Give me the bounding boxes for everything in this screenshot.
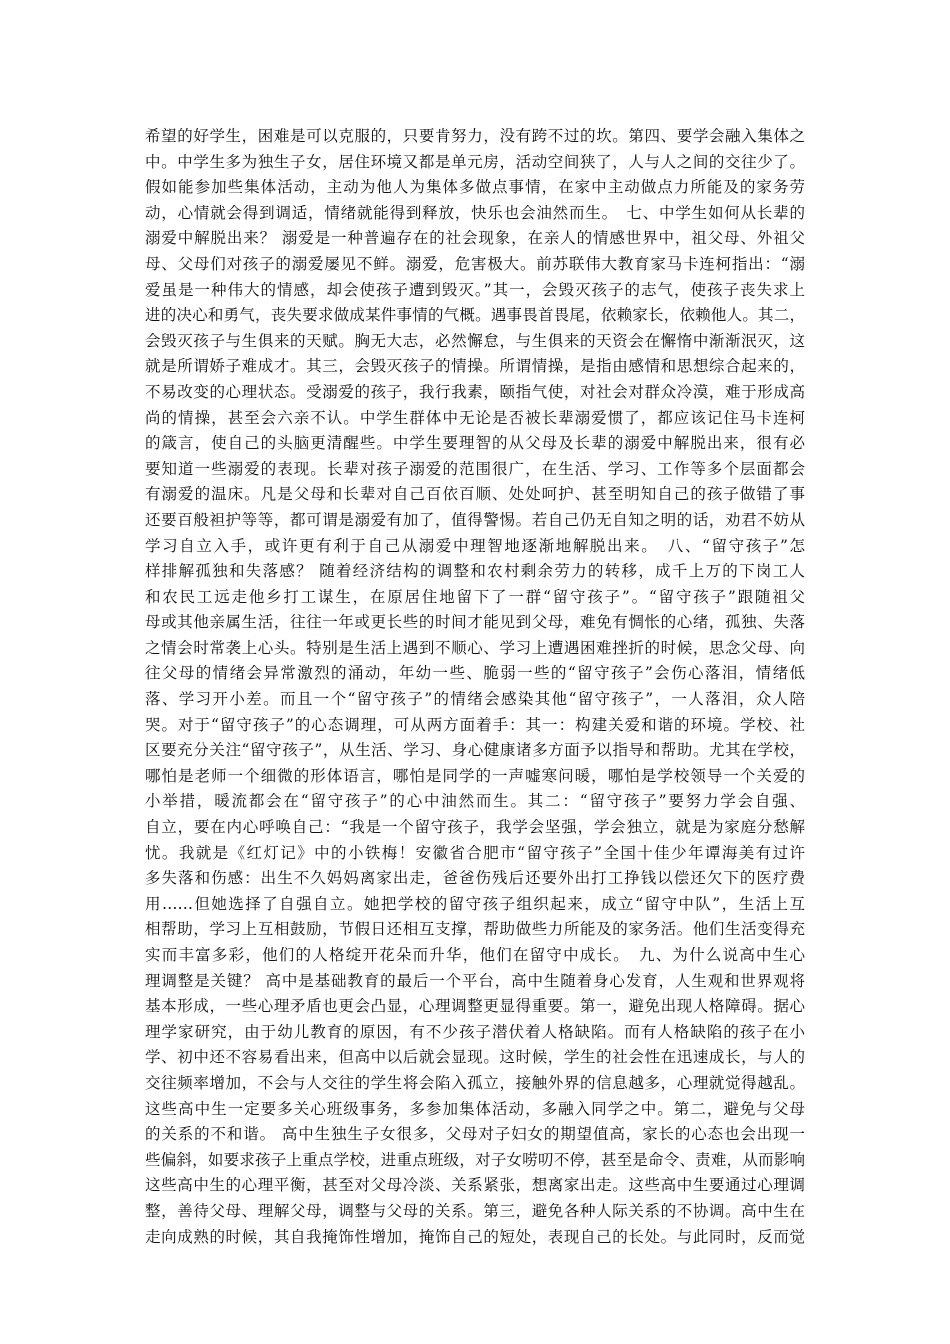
text-line: 动，心情就会得到调适，情绪就能得到释放，快乐也会油然而生。 七、中学生如何从长辈的 bbox=[145, 203, 805, 222]
text-line: 的箴言，使自己的头脑更清醒些。中学生要理智的从父母及长辈的溺爱中解脱出来，很有必 bbox=[145, 434, 805, 453]
text-line: 会毁灭孩子与生俱来的天赋。胸无大志，必然懈怠，与生俱来的天资会在懈惰中渐渐泯灭，这 bbox=[145, 331, 805, 350]
text-line: 走向成熟的时候，其自我掩饰性增加，掩饰自己的短处，表现自己的长处。与此同时，反而觉 bbox=[145, 1227, 805, 1246]
text-line: 中。中学生多为独生子女，居住环境又都是单元房，活动空间狭了，人与人之间的交往少了。 bbox=[145, 152, 805, 171]
text-line: 实而丰富多彩，他们的人格绽开花朵而升华，他们在留守中成长。 九、为什么说高中生心 bbox=[145, 946, 805, 964]
text-line: 和农民工远走他乡打工谋生，在原居住地留下了一群“留守孩子”。“留守孩子”跟随祖父 bbox=[145, 587, 805, 606]
text-line: 样排解孤独和失落感？ 随着经济结构的调整和农村剩余劳力的转移，成千上万的下岗工人 bbox=[145, 562, 805, 581]
text-line: 这些高中生一定要多关心班级事务，多参加集体活动，多融入同学之中。第二，避免与父母 bbox=[145, 1099, 805, 1118]
text-line: 交往频率增加，不会与人交往的学生将会陷入孤立，接触外界的信息越多，心理就觉得越乱。 bbox=[145, 1073, 805, 1092]
text-line: 溺爱中解脱出来？ 溺爱是一种普遍存在的社会现象，在亲人的情感世界中，祖父母、外祖父 bbox=[145, 229, 805, 248]
text-line: 哪怕是老师一个细微的形体语言，哪怕是同学的一声嘘寒问暖，哪怕是学校领导一个关爱的 bbox=[145, 766, 805, 785]
text-line: 学、初中还不容易看出来，但高中以后就会显现。这时候，学生的社会性在迅速成长，与人的 bbox=[145, 1048, 805, 1067]
text-line: 理调整是关键？ 高中是基础教育的最后一个平台，高中生随着身心发育，人生观和世界观将 bbox=[145, 971, 805, 990]
body-text bbox=[145, 124, 805, 1250]
text-line: 母或其他亲属生活，往往一年或更长些的时间才能见到父母，难免有惆怅的心绪，孤独、失落 bbox=[145, 613, 805, 632]
text-line: 小举措，暖流都会在“留守孩子”的心中油然而生。其二：“留守孩子”要努力学会自强、 bbox=[145, 792, 805, 811]
text-line: 基本形成，一些心理矛盾也更会凸显，心理调整更显得重要。第一，避免出现人格障碍。据心 bbox=[145, 997, 805, 1016]
text-line: 学习自立入手，或许更有利于自己从溺爱中理智地逐渐地解脱出来。 八、“留守孩子”怎 bbox=[145, 536, 805, 555]
text-line: 些偏斜，如要求孩子上重点学校，进重点班级，对子女唠叨不停，甚至是命令、责难，从而影响 bbox=[145, 1150, 805, 1169]
text-line: 忧。我就是《红灯记》中的小铁梅！安徽省合肥市“留守孩子”全国十佳少年谭海美有过许 bbox=[145, 843, 805, 862]
text-line: 爱虽是一种伟大的情感，却会使孩子遭到毁灭。”其一，会毁灭孩子的志气，使孩子丧失求上 bbox=[145, 280, 805, 299]
text-line: 哭。对于“留守孩子”的心态调理，可从两方面着手：其一：构建关爱和谐的环境。学校、社 bbox=[145, 715, 805, 734]
text-line: 希望的好学生，困难是可以克服的，只要肯努力，没有跨不过的坎。第四、要学会融入集体之 bbox=[145, 127, 805, 145]
text-line: 落、学习开小差。而且一个“留守孩子”的情绪会感染其他“留守孩子”，一人落泪，众人陪 bbox=[145, 690, 805, 709]
text-line: 往父母的情绪会异常激烈的涌动，年幼一些、脆弱一些的“留守孩子”会伤心落泪，情绪低 bbox=[145, 664, 805, 683]
text-line: 区要充分关注“留守孩子”，从生活、学习、身心健康诸多方面予以指导和帮助。尤其在学校， bbox=[145, 741, 805, 760]
text-line: 假如能参加些集体活动，主动为他人为集体多做点事情，在家中主动做点力所能及的家务劳 bbox=[145, 178, 805, 197]
text-line: 多失落和伤感：出生不久妈妈离家出走，爸爸伤残后还要外出打工挣钱以偿还欠下的医疗费 bbox=[145, 869, 805, 888]
text-line: 不易改变的心理状态。受溺爱的孩子，我行我素，颐指气使，对社会对群众冷漠，难于形成高 bbox=[145, 382, 805, 401]
text-line: 就是所谓娇子难成才。其三，会毁灭孩子的情操。所谓情操，是指由感情和思想综合起来的， bbox=[145, 357, 805, 376]
text-line: 母、父母们对孩子的溺爱屡见不鲜。溺爱，危害极大。前苏联伟大教育家马卡连柯指出：“溺 bbox=[145, 254, 805, 273]
text-line: 相帮助，学习上互相鼓励，节假日还相互支撑，帮助做些力所能及的家务活。他们生活变得充 bbox=[145, 920, 805, 939]
text-line: 整，善待父母、理解父母，调整与父母的关系。第三，避免各种人际关系的不协调。高中生在 bbox=[145, 1201, 805, 1220]
text-line: 理学家研究，由于幼儿教育的原因，有不少孩子潜伏着人格缺陷。而有人格缺陷的孩子在小 bbox=[145, 1022, 805, 1041]
text-line: 用……但她选择了自强自立。她把学校的留守孩子组织起来，成立“留守中队”，生活上互 bbox=[145, 894, 805, 913]
text-line: 之情会时常袭上心头。特别是生活上遇到不顺心、学习上遭遇困难挫折的时候，思念父母、向 bbox=[145, 638, 805, 657]
text-line: 的关系的不和谐。 高中生独生子女很多，父母对子妇女的期望值高，家长的心态也会出现一 bbox=[145, 1125, 805, 1144]
text-line: 进的决心和勇气，丧失要求做成某件事情的气概。遇事畏首畏尾，依赖家长，依赖他人。其二， bbox=[145, 306, 805, 325]
text-line: 尚的情操，甚至会六亲不认。中学生群体中无论是否被长辈溺爱惯了，都应该记住马卡连柯 bbox=[145, 408, 805, 427]
text-line: 还要百般袒护等等，都可谓是溺爱有加了，值得警惕。若自己仍无自知之明的话，劝君不妨从 bbox=[145, 510, 805, 529]
text-line: 这些高中生的心理平衡，甚至对父母冷淡、关系紧张，想离家出走。这些高中生要通过心理调 bbox=[145, 1176, 805, 1195]
text-line: 有溺爱的温床。凡是父母和长辈对自己百依百顺、处处呵护、甚至明知自己的孩子做错了事 bbox=[145, 485, 805, 504]
text-line: 要知道一些溺爱的表现。长辈对孩子溺爱的范围很广，在生活、学习、工作等多个层面都会 bbox=[145, 459, 805, 478]
text-line: 自立，要在内心呼唤自己：“我是一个留守孩子，我学会坚强，学会独立，就是为家庭分愁解 bbox=[145, 818, 805, 837]
